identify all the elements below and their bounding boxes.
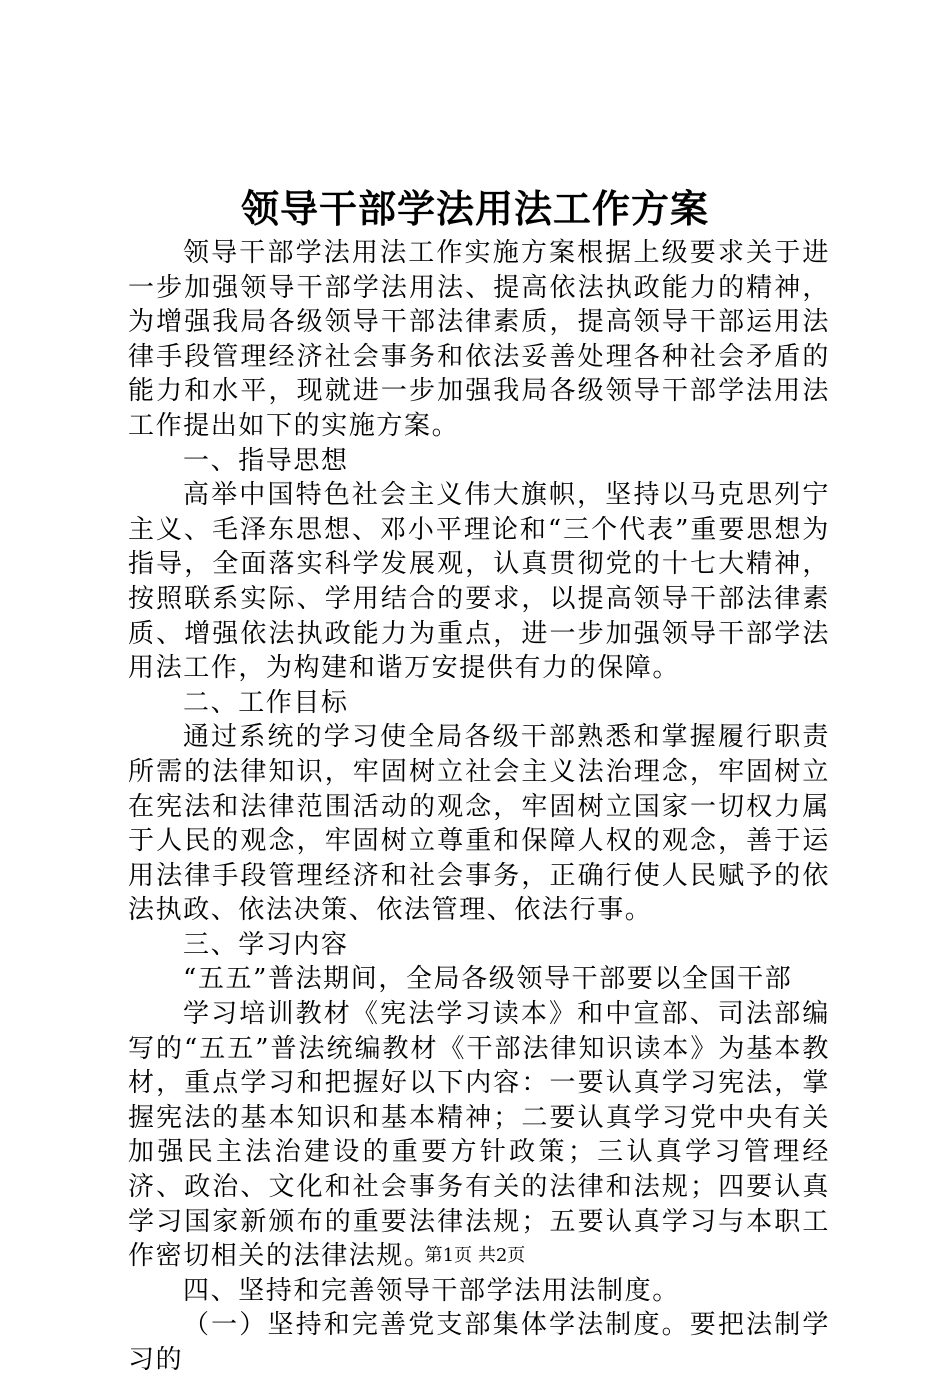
section-heading-system: 四、坚持和完善领导干部学法用法制度。 <box>183 1275 680 1306</box>
paragraph-intro: 领导干部学法用法工作实施方案根据上级要求关于进一步加强领导干部学法用法、提高依法执政能力的精神，为增强我局各级领导干部法律素质，提高领导干部运用法律手段管理经济社会事务和依法妥善处理各种社会矛盾的能力和水平，现就进一步加强我局各级领导干部学法用法工作提出如下的实施方案。 <box>128 238 830 441</box>
paragraph-study-content-lead: “五五”普法期间，全局各级领导干部要以全国干部 <box>183 964 793 995</box>
section-heading-study-content: 三、学习内容 <box>183 929 349 960</box>
page-title: 领导干部学法用法工作方案 <box>240 186 709 231</box>
document-body <box>128 236 830 1378</box>
paragraph-study-content: 学习培训教材《宪法学习读本》和中宣部、司法部编写的“五五”普法统编教材《干部法律知识读本》为基本教材，重点学习和把握好以下内容：一要认真学习宪法，掌握宪法的基本知识和基本精神；二要认真学习党中央有关加强民主法治建设的重要方针政策；三认真学习管理经济、政治、文化和社会事务有关的法律和法规；四要认真学习国家新颁布的重要法律法规；五要认真学习与本职工作密切相关的法律法规。 <box>128 999 830 1272</box>
paragraph-work-goals: 通过系统的学习使全局各级干部熟悉和掌握履行职责所需的法律知识，牢固树立社会主义法治理念，牢固树立在宪法和法律范围活动的观念，牢固树立国家一切权力属于人民的观念，牢固树立尊重和保障人权的观念，善于运用法律手段管理经济和社会事务，正确行使人民赋予的依法执政、依法决策、依法管理、依法行事。 <box>128 722 830 926</box>
paragraph-system-item-1: （一）坚持和完善党支部集体学法制度。要把法制学习的 <box>128 1310 830 1375</box>
page-footer: 第1页 共2页 <box>424 1245 526 1266</box>
section-heading-work-goals: 二、工作目标 <box>183 687 349 718</box>
section-heading-guiding-ideology: 一、指导思想 <box>183 445 349 476</box>
paragraph-guiding-ideology: 高举中国特色社会主义伟大旗帜，坚持以马克思列宁主义、毛泽东思想、邓小平理论和“三个代表”重要思想为指导，全面落实科学发展观，认真贯彻党的十七大精神，按照联系实际、学用结合的要求，以提高领导干部法律素质、增强依法执政能力为重点，进一步加强领导干部学法用法工作，为构建和谐万安提供有力的保障。 <box>128 480 830 684</box>
